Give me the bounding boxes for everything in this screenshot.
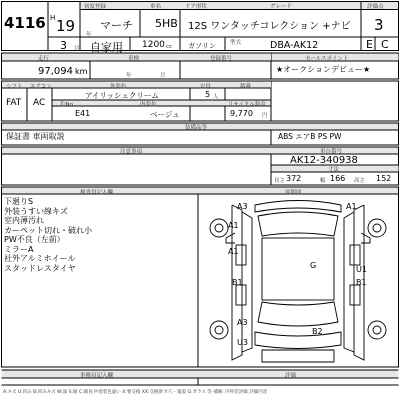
car-name: マーチ: [100, 19, 133, 32]
mileage-unit: km: [75, 67, 88, 76]
damage-mark: B1: [356, 278, 367, 287]
equipment-header: 装備品等: [185, 125, 208, 131]
exterior-map-header: 展開図: [285, 190, 302, 196]
fuel: ガソリン: [188, 42, 216, 50]
legend: A:キズ U:凹み B:凹みキズ W:波 S:錆 C:腐食 P:塗装色違い X:要交換 XX:交換済 Y:穴・亀裂 G:ガラス 等 補修: 内外装評価 評価内容: [3, 390, 268, 395]
grade: 12S ワンタッチコレクション +ナビ: [188, 21, 351, 32]
damage-mark: A1: [228, 247, 239, 256]
interior-color: ベージュ: [150, 110, 180, 119]
damage-mark: U1: [356, 265, 367, 274]
notes-header: 注意事項: [120, 149, 143, 155]
inspection-year-unit: 年: [126, 73, 132, 79]
overall-score: 3: [374, 16, 384, 34]
score-header: 評価点: [367, 4, 384, 10]
door-shape-header: ドア形状: [185, 4, 207, 10]
mileage: 97,094: [38, 66, 73, 77]
month-unit: 月: [74, 46, 80, 52]
loading-header: 積載: [240, 84, 252, 90]
model-code-header: 型式: [230, 40, 242, 46]
exterior-color-header: 外装色: [110, 84, 127, 90]
reg-year: 19: [56, 17, 76, 35]
lot-number: 4116: [4, 14, 46, 32]
options: ABS エアB PS PW: [278, 132, 342, 141]
displacement-unit: cc: [166, 44, 173, 50]
dimensions-header: 寸法: [328, 167, 340, 173]
inspector-note: 下廻りS: [4, 197, 34, 206]
reg-month: 3: [60, 39, 67, 52]
shift: FAT: [6, 98, 22, 108]
damage-mark: B2: [312, 327, 323, 336]
selling-point: ★オークションデビュー★: [276, 65, 371, 74]
ac-header: エアコン: [30, 84, 52, 90]
inspector-header: 検査員記入欄: [80, 190, 114, 196]
inspection-month-unit: 月: [160, 73, 166, 79]
width-label: 幅: [320, 178, 326, 184]
interior-color-header: 内装色: [140, 102, 157, 108]
selling-point-header: セールスポイント: [305, 56, 349, 62]
first-reg-header: 初度登録: [84, 4, 107, 10]
color-no-header: 色No: [60, 102, 73, 108]
exterior-color: アイリッシュクリーム: [85, 91, 159, 100]
inspector-note: 室内薄汚れ: [4, 216, 44, 225]
inspector-comment-header: 事務局記入欄: [80, 373, 114, 379]
car-name-header: 車名: [150, 4, 162, 10]
mileage-header: 走行: [38, 56, 50, 62]
equipment: 保証書 車両取説: [6, 132, 65, 141]
inspection-points-header: 評価: [285, 373, 297, 379]
door-shape: 5HB: [155, 17, 178, 30]
damage-mark: G: [310, 261, 317, 270]
chassis-number: AK12-340938: [290, 155, 358, 166]
inspector-note: 社外アルミホイール: [4, 254, 76, 263]
length-label: 長さ: [274, 178, 286, 184]
displacement: 1200: [142, 40, 165, 50]
recycle-unit: 円: [262, 113, 268, 119]
ac: AC: [33, 98, 46, 108]
capacity-unit: 人: [213, 94, 219, 100]
recycle-fee: 9,770: [230, 109, 253, 118]
inspector-note: ミラーA: [4, 244, 34, 254]
width: 166: [330, 174, 346, 183]
length: 372: [286, 174, 302, 183]
recycle-header: リサイクル料金: [228, 102, 266, 108]
inspector-note: PW不良（左前）: [4, 235, 65, 244]
damage-mark: A1: [346, 202, 357, 211]
damage-mark: A1: [228, 221, 239, 230]
inspection-header: 車検: [128, 56, 140, 62]
inspector-note: スタッドレスタイヤ: [4, 263, 76, 273]
capacity-header: 定員: [200, 84, 212, 90]
model-code: DBA-AK12: [270, 40, 319, 51]
inspector-note: カーペット切れ・破れ小: [4, 225, 92, 235]
grade-header: グレード: [270, 4, 293, 10]
damage-mark: A3: [237, 202, 248, 211]
damage-mark: A3: [237, 318, 248, 327]
damage-mark: U3: [237, 338, 248, 347]
color-code: E41: [75, 109, 91, 118]
height-label: 高さ: [354, 178, 366, 184]
chassis-header: 車台番号: [320, 149, 343, 155]
damage-mark: B1: [232, 278, 243, 287]
registration-header: 登録番号: [210, 56, 233, 62]
height: 152: [376, 174, 392, 183]
usage: 自家用: [90, 41, 123, 54]
interior-score: E: [366, 38, 373, 51]
era-prefix: H: [50, 14, 56, 22]
exterior-score: C: [381, 38, 389, 51]
inspector-note: 外装うすい線キズ: [4, 206, 68, 216]
shift-header: シフト: [6, 84, 23, 90]
capacity: 5: [205, 90, 211, 99]
year-unit: 年: [86, 32, 92, 38]
